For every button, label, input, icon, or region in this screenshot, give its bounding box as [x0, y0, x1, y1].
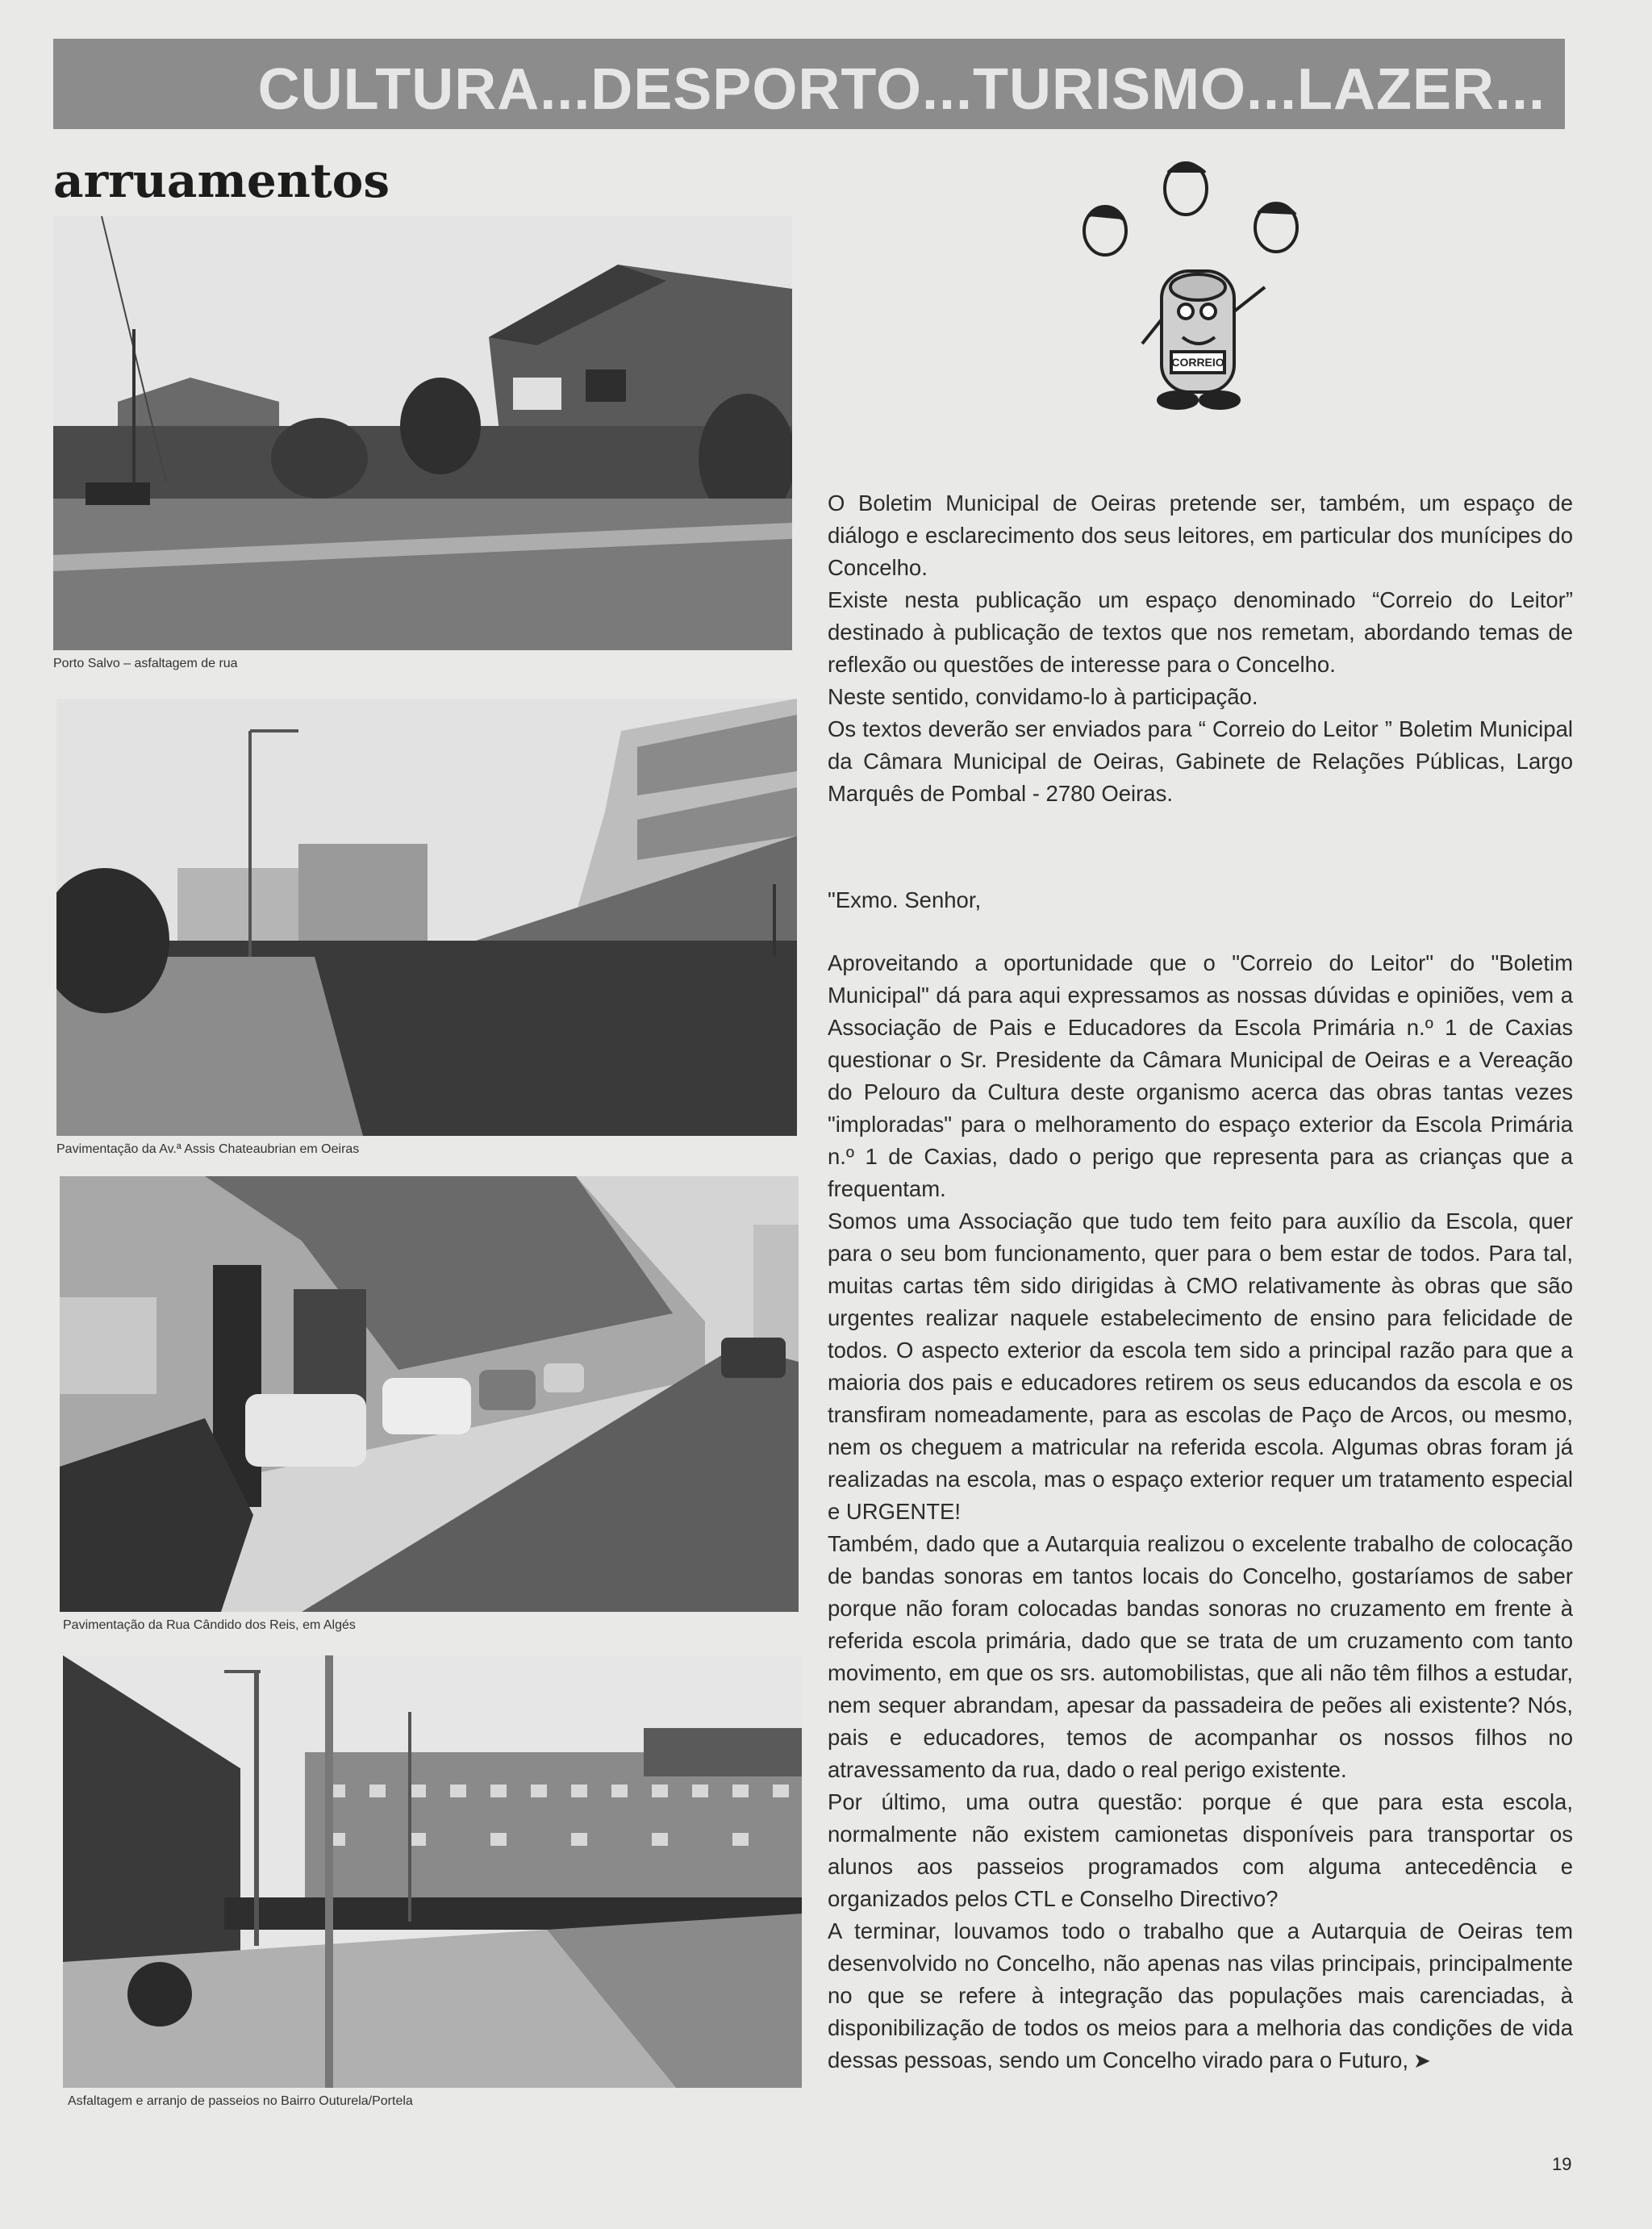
letter-salutation: "Exmo. Senhor, [828, 887, 982, 912]
photo-caption-2: Pavimentação da Av.ª Assis Chateaubrian em Oeiras [56, 1142, 360, 1156]
photo-porto-salvo [53, 216, 792, 650]
continue-arrow-icon: ➤ [1413, 2048, 1431, 2072]
letter-paragraph: Por último, uma outra questão: porque é que para esta escola, normalmente não existem camionetas disponíveis para transportar os alunos aos passeios programados com alguma antecedência e organizados pelos CTL e Conselho Directivo? [828, 1789, 1573, 1911]
banner-title: CULTURA...DESPORTO...TURISMO...LAZER... [257, 57, 1546, 122]
letter-paragraph: Somos uma Associação que tudo tem feito para auxílio da Escola, quer para o seu bom funcionamento, quer para o bem estar de todos. Para tal, muitas cartas têm sido dirigidas à CMO relativamente às obras que são urgentes realizar naquele estabelecimento de ensino para felicidade de todos. O aspecto exterior da escola tem sido a principal razão para que a maioria dos pais e educadores retirem os seus educandos da escola e os transfiram nomeadamente, para as escolas de Paço de Arcos, ou mesmo, nem os cheguem a matricular na referida escola. Algumas obras foram já realizadas na escola, mas o espaço exterior requer um tratamento especial e URGENTE! [828, 1208, 1573, 1524]
letter-paragraph: Também, dado que a Autarquia realizou o excelente trabalho de colocação de bandas sonoras em tantos locais do Concelho, gostaríamos de saber porque não foram colocadas bandas sonoras no cruzamento em frente à referida escola primária, dado que se trata de um cruzamento com tanto movimento, em que os srs. automobilistas, que ali não têm filhos a estudar, nem sequer abrandam, apesar da passadeira de peões ali existente? Nós, pais e educadores, temos de acompanhar os nossos filhos no atravessamento da rua, dado o real perigo existente. [828, 1531, 1573, 1782]
letter-paragraph: Aproveitando a oportunidade que o "Correio do Leitor" do "Boletim Municipal" dá para aqui expressamos as nossas dúvidas e opiniões, vem a Associação de Pais e Educadores da Escola Primária n.º 1 de Caxias questionar o Sr. Presidente da Câmara Municipal de Oeiras e a Vereação do Pelouro da Cultura deste organismo acerca das obras tantas vezes "imploradas" para o melhoramento do espaço exterior da Escola Primária n.º 1 de Caxias, dado o perigo que representa para as crianças que a frequentam. [828, 950, 1573, 1201]
mascot-icon [1065, 150, 1323, 424]
photo-caption-4: Asfaltagem e arranjo de passeios no Bairro Outurela/Portela [68, 2094, 413, 2108]
intro-paragraph: O Boletim Municipal de Oeiras pretende ser, também, um espaço de diálogo e esclarecimento dos seus leitores, em particular dos munícipes do Concelho. [828, 490, 1573, 580]
photo-av-assis-chateaubrian [56, 699, 797, 1136]
letter-body [828, 947, 1573, 2077]
photo-av-assis-image [56, 699, 797, 1136]
photo-bairro-outurela-portela [63, 1655, 802, 2088]
photo-caption-3: Pavimentação da Rua Cândido dos Reis, em Algés [63, 1618, 356, 1632]
photo-rua-candido-dos-reis [60, 1176, 799, 1612]
letter-paragraph: A terminar, louvamos todo o trabalho que a Autarquia de Oeiras tem desenvolvido no Concelho, não apenas nas vilas principais, principalmente no que se refere à integração das populações mais carenciadas, à disponibilização de todos os meios para a melhoria das condições de vida dessas pessoas, sendo um Concelho virado para o Futuro, [828, 1918, 1573, 2072]
intro-text [828, 487, 1573, 810]
intro-paragraph: Os textos deverão ser enviados para “ Correio do Leitor ” Boletim Municipal da Câmara Municipal de Oeiras, Gabinete de Relações Públicas, Largo Marquês de Pombal - 2780 Oeiras. [828, 716, 1573, 806]
photo-caption-1: Porto Salvo – asfaltagem de rua [53, 657, 238, 670]
mascot-label: CORREIO [1171, 356, 1224, 369]
photo-porto-salvo-image [53, 216, 792, 650]
section-banner [53, 39, 1565, 129]
photo-rua-candido-image [60, 1176, 799, 1612]
letter-paragraph-last [828, 1915, 1573, 2077]
page-number: 19 [1552, 2154, 1572, 2174]
intro-paragraph: Existe nesta publicação um espaço denominado “Correio do Leitor” destinado à publicação de textos que nos remetam, abordando temas de reflexão ou questões de interesse para o Concelho. [828, 587, 1573, 677]
correio-mascot-illustration [1065, 150, 1323, 424]
photo-bairro-outurela-image [63, 1655, 802, 2088]
section-title: arruamentos [53, 153, 390, 208]
intro-paragraph: Neste sentido, convidamo-lo à participação. [828, 684, 1258, 709]
